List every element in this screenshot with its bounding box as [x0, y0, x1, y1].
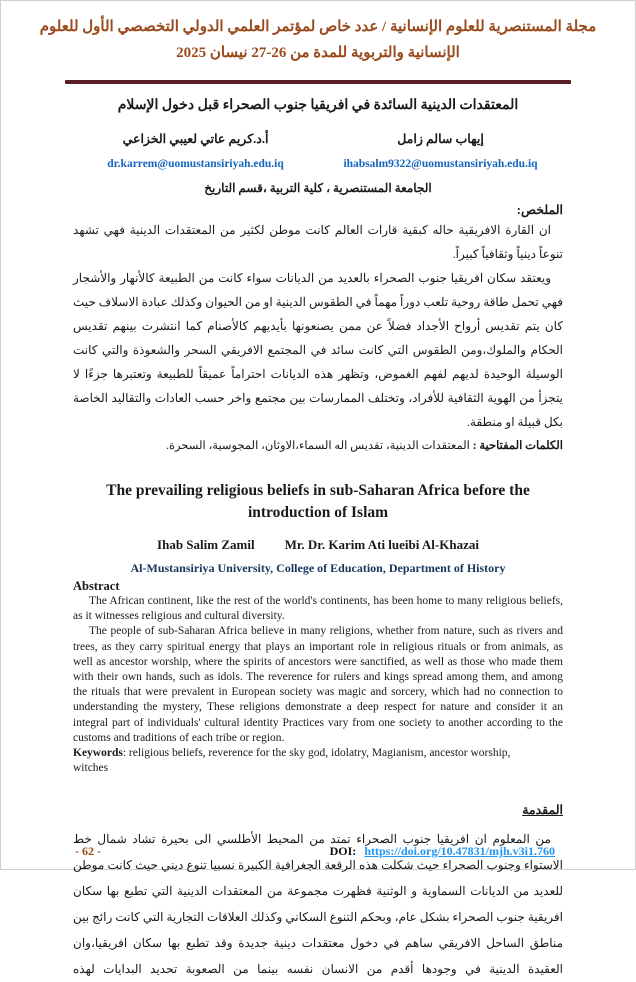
arabic-abstract-paragraph-2: ويعتقد سكان افريقيا جنوب الصحراء بالعديد من الديانات سواء كانت من الطبيعة كالأنهار والأشجار فهي تحمل طاقة روحية تلعب دوراً مهماً في الطقوس الدينية او من الحيوان وكذلك عبادة الاسلاف حيث كان يتم تقديس أرواح الأجداد فضلاً عن ممن يصنعونها بأيديهم كالأصنام كما انتشرت بينهم تقديس الحكام والملوك،ومن الطقوس التي كانت سائد في المجتمع الافريقي السحر والشعوذة والتي كانت الوسيلة الوحيدة لديهم لفهم الغموض، وتظهر هذه الديانات احتراماً عميقاً للطبيعة وتعتبرها جزءًا لا يتجزأ من الهوية الثقافية للأفراد، وتختلف الممارسات بين مجتمع واخر حسب العادات والتقاليد الخاصة بكل قبيلة او منطقة. — [72, 271, 563, 429]
doi-label: DOI: — [329, 844, 357, 858]
introduction-paragraph: من المعلوم ان افريقيا جنوب الصحراء تمتد من المحيط الأطلسي الى بحيرة تشاد شمال خط الاستواء وجنوب الصحراء حيث شكلت هذه الرقعة الجغرافية الكبيرة نسبيا تنوع ديني حيث كانت موطن للعديد من الديانات السماوية و الوثنية فظهرت مجموعة من المعتقدات الدينية التي تطبع بها سكان افريقية جنوب الصحراء بشكل عام، وبحكم التنوع السكاني وكذلك العلاقات التجارية التي كانت رائج بين مناطق الساحل الافريقي ساهم في دخول معتقدات دينية جديدة وقد تطبع بها سكان افريقيا،وان العقيدة الدينية في وجودها أقدم من الانسان نفسه بينما من الصعوبة تحديد البدايات لهذه — [73, 832, 563, 977]
arabic-authors-row — [73, 131, 563, 147]
english-keywords-text: : religious beliefs, reverence for the sky god, idolatry, Magianism, ancestor worship, witches — [73, 747, 511, 775]
arabic-keywords-line — [73, 434, 563, 458]
english-author-1: Ihab Salim Zamil — [157, 537, 255, 552]
arabic-author-right: إيهاب سالم زامل — [397, 132, 484, 146]
english-keywords-label: Keywords — [73, 747, 123, 760]
arabic-affiliation: الجامعة المستنصرية ، كلية التربية ،قسم التاريخ — [204, 181, 432, 195]
arabic-abstract-heading: الملخص: — [516, 203, 563, 217]
header-divider-rule — [65, 80, 571, 84]
email-link-left[interactable]: dr.karrem@uomustansiriyah.edu.iq — [107, 158, 284, 170]
email-link-right[interactable]: ihabsalm9322@uomustansiriyah.edu.iq — [343, 158, 538, 170]
arabic-author-left: أ.د.كريم عاتي لعيبي الخزاعي — [122, 132, 269, 146]
english-abstract-paragraph-1: The African continent, like the rest of the world's continents, has been home to many religious beliefs, as it witnesses religious and cultural diversity. — [73, 595, 563, 623]
journal-masthead-line2: الإنسانية والتربوية للمدة من 26-27 نيسان 2025 — [176, 45, 460, 61]
arabic-keywords-label: الكلمات المفتاحية : — [472, 440, 563, 452]
arabic-keywords-text: المعتقدات الدينية، تقديس اله السماء،الاوثان، المجوسية، السحرة. — [166, 440, 470, 452]
page-number: - 62 - — [75, 844, 101, 858]
english-author-2: Mr. Dr. Karim Ati lueibi Al-Khazai — [284, 537, 479, 552]
introduction-heading: المقدمة — [522, 803, 563, 818]
english-affiliation: Al-Mustansiriya University, College of Education, Department of History — [130, 561, 506, 575]
author-emails-row — [73, 154, 563, 172]
english-authors-row — [73, 537, 563, 553]
english-abstract-heading: Abstract — [73, 579, 120, 593]
arabic-abstract-paragraph-1: ان القارة الافريقية حاله كبقية قارات العالم كانت موطن لكثير من المعتقدات الدينية فهي تشهد تنوعاً دينياً وثقافياً كبيراً. — [73, 223, 563, 261]
doi-link[interactable]: https://doi.org/10.47831/mjh.v3i1.760 — [364, 844, 555, 858]
doi-group — [330, 844, 555, 859]
page-footer — [1, 844, 635, 859]
english-keywords-line — [73, 746, 543, 776]
english-abstract-paragraph-2: The people of sub-Saharan Africa believe in many religions, whether from nature, such as rivers and trees, as they carry spiritual energy that plays an important role in religious rituals or from animals, as well as ancestor worship, where the spirits of ancestors were sanctified, as well as those who made them with their own hands, such as idols. The reverence for rulers and kings spread among them, and among the rituals that were prevalent in European society was magic and sorcery, which had no connection to understanding the mystery, These religions demonstrate a deep respect for nature and consider it an integral part of individuals' cultural identity Practices vary from one society to another according to the customs and traditions of each tribe or region. — [73, 625, 563, 744]
english-paper-title: The prevailing religious beliefs in sub-Saharan Africa before the introduction of Islam — [106, 482, 530, 521]
arabic-paper-title: المعتقدات الدينية السائدة في افريقيا جنوب الصحراء قبل دخول الإسلام — [117, 98, 519, 113]
journal-masthead — [1, 1, 635, 66]
journal-masthead-line1: مجلة المستنصرية للعلوم الإنسانية / عدد خاص لمؤتمر العلمي الدولي التخصصي الأول للعلوم — [39, 19, 597, 35]
